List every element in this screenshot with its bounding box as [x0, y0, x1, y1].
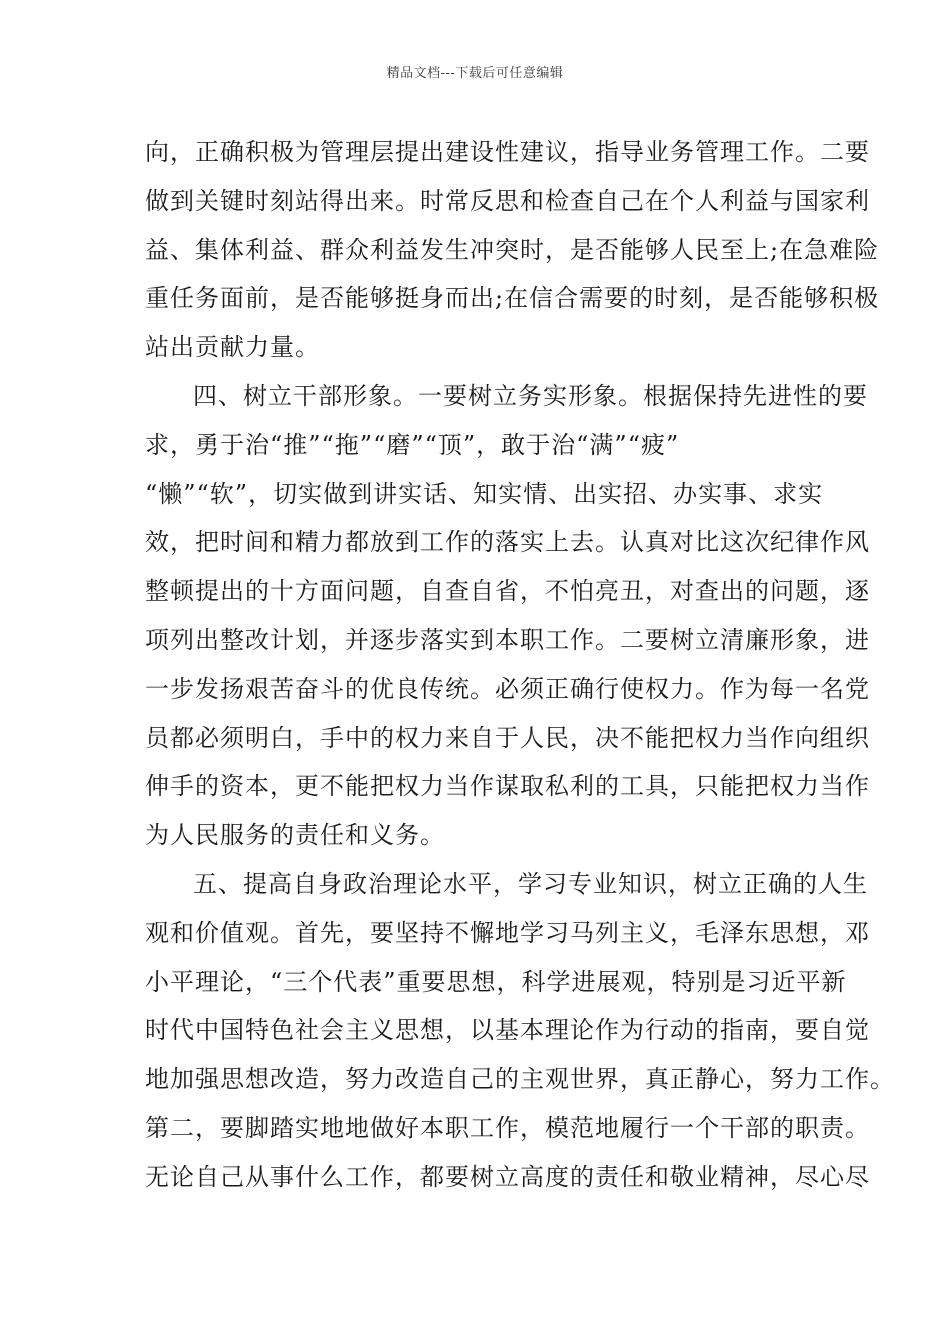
body-line: 员都必须明白，手中的权力来自于人民，决不能把权力当作向组织 [145, 723, 870, 752]
body-line: 求，勇于治“推”“拖”“磨”“顶”，敢于治“满”“疲” [145, 430, 680, 459]
body-line: 无论自己从事什么工作，都要树立高度的责任和敬业精神，尽心尽 [145, 1162, 870, 1191]
body-line: 效，把时间和精力都放到工作的落实上去。认真对比这次纪律作风 [145, 528, 870, 557]
body-line: 一步发扬艰苦奋斗的优良传统。必须正确行使权力。作为每一名党 [145, 674, 870, 703]
body-line: 重任务面前，是否能够挺身而出;在信合需要的时刻，是否能够积极 [145, 284, 880, 313]
body-line: 站出贡献力量。 [145, 333, 320, 362]
body-line: “懒”“软”，切实做到讲实话、知实情、出实招、办实事、求实 [145, 479, 824, 508]
paragraph-start-line: 四、树立干部形象。一要树立务实形象。根据保持先进性的要 [193, 381, 868, 410]
page-header: 精品文档---下载后可任意编辑 [386, 66, 564, 81]
body-line: 做到关键时刻站得出来。时常反思和检查自己在个人利益与国家利 [145, 186, 870, 215]
document-body [145, 132, 895, 1206]
body-line: 益、集体利益、群众利益发生冲突时，是否能够人民至上;在急难险 [145, 235, 880, 264]
body-line: 项列出整改计划，并逐步落实到本职工作。二要树立清廉形象，进 [145, 625, 870, 654]
body-line: 伸手的资本，更不能把权力当作谋取私利的工具，只能把权力当作 [145, 772, 870, 801]
body-line: 地加强思想改造，努力改造自己的主观世界，真正静心，努力工作。 [145, 1065, 895, 1094]
body-line: 时代中国特色社会主义思想，以基本理论作为行动的指南，要自觉 [145, 1016, 870, 1045]
body-line: 向，正确积极为管理层提出建设性建议，指导业务管理工作。二要 [145, 138, 870, 166]
paragraph-start-line: 五、提高自身政治理论水平，学习专业知识，树立正确的人生 [193, 869, 868, 898]
body-line: 第二，要脚踏实地地做好本职工作，模范地履行一个干部的职责。 [145, 1113, 870, 1142]
body-line: 整顿提出的十方面问题，自查自省，不怕亮丑，对查出的问题，逐 [145, 577, 870, 606]
body-line: 观和价值观。首先，要坚持不懈地学习马列主义，毛泽东思想，邓 [145, 918, 870, 947]
body-line: 为人民服务的责任和义务。 [145, 821, 445, 850]
body-line: 小平理论，“三个代表”重要思想，科学进展观，特别是习近平新 [145, 967, 847, 996]
